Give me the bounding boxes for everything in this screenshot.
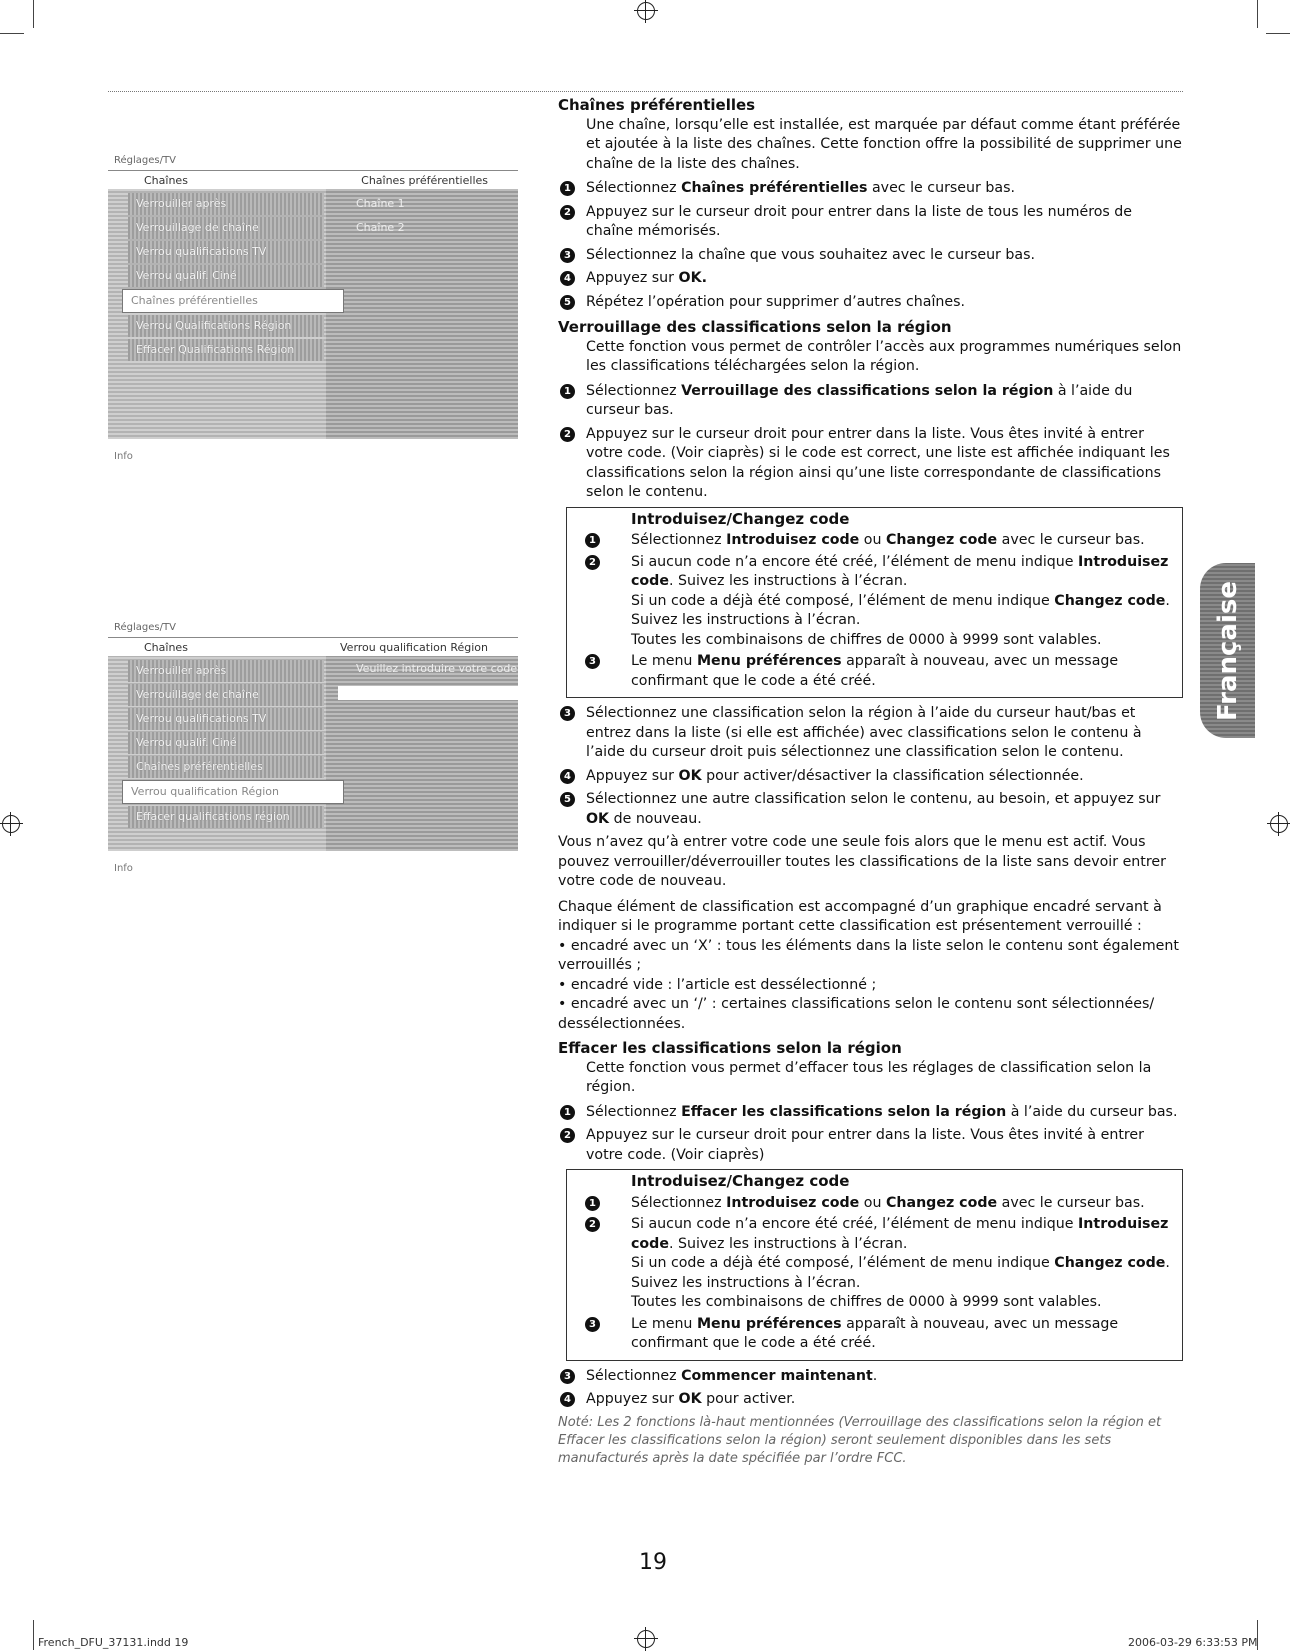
menu-panel (108, 189, 518, 439)
box-step: 3 Le menu Menu préférences apparaît à nouveau, avec un message confirmant que le code a été créé. (581, 1315, 1174, 1354)
paragraph: Vous n’avez qu’à entrer votre code une seule fois alors que le menu est actif. Vous pouvez verrouiller/déverrouiller toutes les classifications de la liste sans devoir entrer votre code de nouveau. (558, 834, 1166, 889)
menu-item-selected: Verrou qualification Région (122, 780, 344, 804)
section-intro: Cette fonction vous permet d’effacer tous les réglages de classification selon la région. (586, 1059, 1152, 1095)
footer-right: 2006-03-29 6:33:53 PM (1128, 1636, 1258, 1649)
page-number: 19 (639, 1550, 667, 1575)
step: 5 Répétez l’opération pour supprimer d’autres chaînes. (558, 293, 1183, 313)
box-step: 2 Si aucun code n’a encore été créé, l’élément de menu indique Introduisez code. Suivez les instructions à l’écran. Si un code a déjà été composé, l’élément de menu indique Changez code. Suivez les instructions à l’écran. Toutes les combinaisons de chiffres de 0000 à 9999 sont valables. (581, 553, 1174, 651)
header-left: Chaînes (144, 174, 188, 187)
menu-item: Verrouillage de chaîne (128, 217, 324, 239)
menu-item: Verrouiller après (128, 193, 324, 215)
crop-mark (1257, 0, 1258, 28)
step: 4 Appuyez sur OK. (558, 269, 1183, 289)
top-rule (108, 91, 1183, 92)
header-right: Verrou qualification Région (340, 641, 488, 654)
info-label: Info (114, 451, 133, 462)
box-step: 3 Le menu Menu préférences apparaît à nouveau, avec un message confirmant que le code a été créé. (581, 652, 1174, 691)
paragraph: Chaque élément de classification est accompagné d’un graphique encadré servant à indiquer si le programme portant cette classification est présentement verrouillé : (558, 898, 1162, 934)
section-title: Verrouillage des classifications selon la région (558, 318, 952, 336)
box-step: 1 Sélectionnez Introduisez code ou Changez code avec le curseur bas. (581, 531, 1174, 551)
box-step: 2 Si aucun code n’a encore été créé, l’élément de menu indique Introduisez code. Suivez les instructions à l’écran. Si un code a déjà été composé, l’élément de menu indique Changez code. Suivez les instructions à l’écran. Toutes les combinaisons de chiffres de 0000 à 9999 sont valables. (581, 1215, 1174, 1313)
tv-menu-screenshot-1 (108, 155, 518, 462)
code-box (566, 507, 1183, 699)
menu-list (128, 660, 324, 830)
step: 4 Appuyez sur OK pour activer. (558, 1390, 1183, 1410)
menu-item: Effacer Qualifications Région (128, 339, 324, 361)
breadcrumb: Réglages/TV (114, 622, 176, 633)
menu-item: Verrou qualif. Ciné (128, 265, 324, 287)
breadcrumb: Réglages/TV (114, 155, 176, 166)
menu-item-selected: Chaînes préférentielles (122, 289, 344, 313)
crop-mark (1266, 33, 1290, 34)
code-entry-field (338, 686, 518, 700)
box-title: Introduisez/Changez code (631, 509, 850, 528)
menu-header (108, 171, 518, 189)
bullet: • encadré vide : l’article est dessélectionné ; (558, 976, 877, 993)
right-item: Chaîne 1 (356, 197, 405, 210)
menu-item: Verrou qualifications TV (128, 241, 324, 263)
bullet: • encadré avec un ‘/’ : certaines classifications selon le contenu sont sélectionnées/ dessélectionnées. (558, 996, 1155, 1032)
section-title: Effacer les classifications selon la région (558, 1039, 902, 1057)
crop-mark (33, 1620, 34, 1650)
registration-mark-icon (637, 1630, 655, 1648)
registration-mark-icon (1270, 815, 1288, 833)
header-left: Chaînes (144, 641, 188, 654)
section-title: Chaînes préférentielles (558, 96, 756, 114)
info-label: Info (114, 863, 133, 874)
menu-item: Verrou qualif. Ciné (128, 732, 324, 754)
footer-left: French_DFU_37131.indd 19 (38, 1636, 189, 1649)
step: 5 Sélectionnez une autre classification selon le contenu, au besoin, et appuyez sur OK de nouveau. (558, 790, 1183, 829)
menu-item: Verrouiller après (128, 660, 324, 682)
code-box (566, 1169, 1183, 1361)
registration-mark-icon (637, 2, 655, 20)
step: 2 Appuyez sur le curseur droit pour entrer dans la liste. Vous êtes invité à entrer votre code. (Voir ciaprès) (558, 1126, 1183, 1165)
menu-header (108, 638, 518, 656)
right-item: Chaîne 2 (356, 221, 405, 234)
menu-list (128, 193, 324, 363)
right-item: Veuillez introduire votre code (356, 662, 518, 675)
step: 3 Sélectionnez une classification selon la région à l’aide du curseur haut/bas et entrez dans la liste (si elle est affichée) avec classifications selon le contenu à l’aide du curseur droit puis sélectionnez une classification selon le contenu. (558, 704, 1183, 763)
registration-mark-icon (2, 815, 20, 833)
main-text-column (558, 96, 1183, 1468)
menu-item: Verrou qualifications TV (128, 708, 324, 730)
menu-panel (108, 656, 518, 851)
step: 1 Sélectionnez Effacer les classifications selon la région à l’aide du curseur bas. (558, 1103, 1183, 1123)
menu-item: Effacer qualifications région (128, 806, 324, 828)
step: 2 Appuyez sur le curseur droit pour entrer dans la liste. Vous êtes invité à entrer votre code. (Voir ciaprès) si le code est correct, une liste est affichée indiquant les classifications selon la région ainsi qu’une liste correspondante de classifications selon le contenu. (558, 425, 1183, 503)
note: Noté: Les 2 fonctions là-haut mentionnées (Verrouillage des classifications selon la région et Effacer les classifications selon la région) seront seulement disponibles dans les sets manufacturés après la date spécifiée par l’ordre FCC. (558, 1414, 1162, 1466)
bullet: • encadré avec un ‘X’ : tous les éléments dans la liste selon le contenu sont également verrouillés ; (558, 937, 1179, 973)
box-step: 1 Sélectionnez Introduisez code ou Changez code avec le curseur bas. (581, 1194, 1174, 1214)
right-pane (326, 189, 518, 439)
menu-item: Chaînes préférentielles (128, 756, 324, 778)
header-right: Chaînes préférentielles (361, 174, 488, 187)
box-title: Introduisez/Changez code (631, 1172, 850, 1190)
crop-mark (33, 0, 34, 28)
menu-item: Verrou Qualifications Région (128, 315, 324, 337)
step: 3 Sélectionnez Commencer maintenant. (558, 1367, 1183, 1387)
step: 1 Sélectionnez Verrouillage des classifications selon la région à l’aide du curseur bas. (558, 382, 1183, 421)
section-intro: Cette fonction vous permet de contrôler l’accès aux programmes numériques selon les classifications téléchargées selon la région. (586, 338, 1182, 374)
menu-item: Verrouillage de chaîne (128, 684, 324, 706)
step: 2 Appuyez sur le curseur droit pour entrer dans la liste de tous les numéros de chaîne mémorisés. (558, 203, 1183, 242)
step: 4 Appuyez sur OK pour activer/désactiver la classification sélectionnée. (558, 767, 1183, 787)
step: 3 Sélectionnez la chaîne que vous souhaitez avec le curseur bas. (558, 246, 1183, 266)
section-intro: Une chaîne, lorsqu’elle est installée, est marquée par défaut comme étant préférée et ajoutée à la liste des chaînes. Cette fonction offre la possibilité de supprimer une chaîne de la liste des chaînes. (586, 116, 1182, 172)
language-tab: Française (1200, 563, 1255, 738)
tv-menu-screenshot-2 (108, 622, 518, 874)
crop-mark (0, 33, 24, 34)
step: 1 Sélectionnez Chaînes préférentielles avec le curseur bas. (558, 179, 1183, 199)
